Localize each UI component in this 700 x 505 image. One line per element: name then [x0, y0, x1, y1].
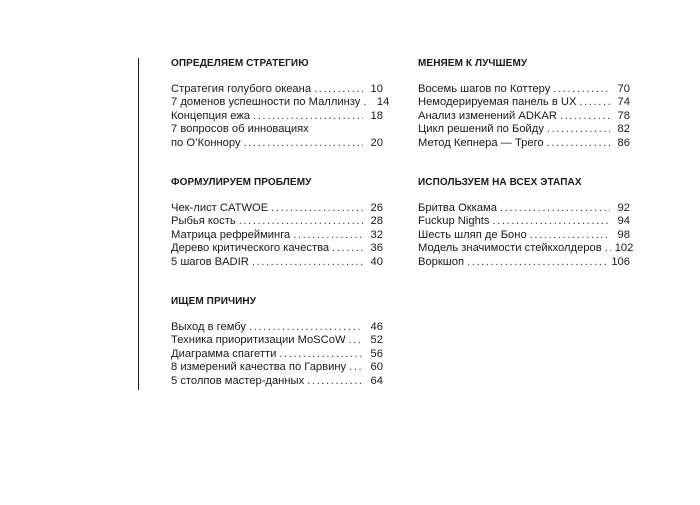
toc-entry[interactable]: [418, 215, 630, 228]
toc-entry[interactable]: [171, 110, 383, 123]
page-number: 74: [617, 96, 630, 109]
entry-title: Восемь шагов по Коттеру: [418, 83, 551, 95]
entry-title: 8 измерений качества по Гарвину: [171, 361, 347, 374]
page-number: 56: [370, 347, 383, 360]
dot-leader: [332, 242, 363, 255]
toc-section-cause: [171, 296, 383, 388]
toc-entry[interactable]: [171, 361, 383, 374]
dot-leader: [253, 110, 363, 123]
toc-entry[interactable]: [171, 123, 383, 150]
dot-leader: [244, 137, 363, 150]
toc-entry[interactable]: [171, 242, 383, 255]
page-number: 70: [617, 83, 630, 95]
entry-title: Анализ изменений ADKAR: [418, 109, 557, 122]
toc-section-strategy: [171, 58, 390, 150]
page-number: 20: [370, 136, 383, 149]
toc-entry[interactable]: [171, 375, 383, 388]
entry-title: Стратегия голубого океана: [171, 83, 312, 95]
entry-title: Чек-лист CATWOE: [171, 202, 269, 215]
dot-leader: [500, 202, 610, 215]
dot-leader: [467, 256, 607, 269]
dot-leader: [547, 137, 610, 150]
toc-entries: [418, 83, 630, 150]
entry-title: Техника приоритизации MoSCoW: [171, 334, 346, 347]
entry-title: Диаграмма спагетти: [171, 347, 277, 360]
page-number: 26: [370, 202, 383, 215]
entry-title: Концепция ежа: [171, 109, 251, 122]
toc-left-column: [171, 58, 390, 388]
toc-entry[interactable]: [171, 215, 383, 228]
dot-leader: [307, 375, 363, 388]
dot-leader: [530, 229, 610, 242]
dot-leader: [579, 96, 610, 109]
dot-leader: [252, 256, 363, 269]
vertical-rule: [138, 58, 139, 390]
entry-title: Немодерируемая панель в UX: [418, 96, 577, 109]
toc-entry[interactable]: [418, 123, 630, 136]
entry-title: Матрица рефрейминга: [171, 228, 291, 241]
page-number: 32: [370, 228, 383, 241]
entry-title: Модель значимости стейкхолдеров: [418, 242, 602, 255]
page-number: 82: [617, 123, 630, 136]
toc-section-problem: [171, 177, 383, 269]
toc-entry[interactable]: [418, 96, 630, 109]
page-number: 18: [370, 109, 383, 122]
entry-title: Fuckup Nights: [418, 215, 490, 228]
page-number: 60: [370, 361, 383, 374]
page-number: 92: [617, 202, 630, 215]
toc-entry[interactable]: [171, 321, 383, 334]
toc-entry[interactable]: [418, 242, 634, 255]
toc-entry[interactable]: [171, 256, 383, 269]
section-title: ИСПОЛЬЗУЕМ НА ВСЕХ ЭТАПАХ: [418, 177, 582, 189]
toc-section-all-stages: [418, 177, 634, 269]
page-number: 52: [370, 334, 383, 347]
dot-leader: [279, 348, 363, 361]
page-number: 40: [370, 255, 383, 268]
page-number: 98: [617, 228, 630, 241]
dot-leader: [560, 110, 610, 123]
section-title: ОПРЕДЕЛЯЕМ СТРАТЕГИЮ: [171, 58, 309, 69]
toc-entry[interactable]: [171, 334, 383, 347]
entry-title: Бритва Оккама: [418, 202, 497, 215]
toc-entries: [171, 83, 390, 150]
toc-entry[interactable]: [418, 229, 630, 242]
toc-entries: [171, 321, 383, 388]
toc-entry[interactable]: [171, 348, 383, 361]
dot-leader: [493, 215, 610, 228]
toc-entry[interactable]: [418, 202, 630, 215]
toc-entry[interactable]: [418, 83, 630, 96]
entry-title: Воркшоп: [418, 255, 465, 268]
entry-title: 5 столпов мастер-данных: [171, 374, 305, 387]
toc-entry[interactable]: [171, 229, 383, 242]
dot-leader: [605, 242, 611, 255]
entry-title-line1: 7 вопросов об инновациях: [171, 123, 309, 136]
toc-entry[interactable]: [418, 137, 630, 150]
page-number: 106: [611, 255, 630, 268]
entry-title: Метод Кепнера — Трего: [418, 136, 544, 149]
dot-leader: [239, 215, 363, 228]
toc-entry[interactable]: [171, 83, 383, 96]
dot-leader: [249, 321, 363, 334]
page-number: 78: [617, 109, 630, 122]
toc-entry[interactable]: [171, 202, 383, 215]
toc-entries: [171, 202, 383, 269]
entry-title: Шесть шляп де Боно: [418, 228, 527, 241]
toc-entry[interactable]: [418, 256, 630, 269]
dot-leader: [293, 229, 363, 242]
page-number: 46: [370, 321, 383, 334]
page-number: 14: [376, 96, 390, 109]
dot-leader: [271, 202, 363, 215]
page-number: 94: [617, 215, 630, 228]
dot-leader: [547, 123, 610, 136]
toc-right-column: [418, 58, 634, 269]
entry-title: Выход в гембу: [171, 321, 247, 334]
section-title: ИЩЕМ ПРИЧИНУ: [171, 296, 257, 308]
entry-title: Дерево критического качества: [171, 242, 330, 255]
dot-leader: [349, 361, 363, 374]
toc-entry[interactable]: [418, 110, 630, 123]
dot-leader: [314, 83, 363, 96]
section-title: МЕНЯЕМ К ЛУЧШЕМУ: [418, 58, 528, 69]
entry-title: по О’Коннору: [171, 136, 241, 149]
page-number: 10: [370, 83, 383, 95]
toc-section-improve: [418, 58, 630, 150]
entry-title: 5 шагов BADIR: [171, 255, 249, 268]
page-number: 86: [617, 136, 630, 149]
page-number: 36: [370, 242, 383, 255]
dot-leader: [349, 334, 364, 347]
dot-leader: [553, 83, 610, 96]
toc-entries: [418, 202, 634, 269]
dot-leader: [363, 96, 369, 109]
entry-title: Цикл решений по Бойду: [418, 123, 544, 136]
entry-title: Рыбья кость: [171, 215, 236, 228]
page-number: 102: [614, 242, 634, 255]
section-title: ФОРМУЛИРУЕМ ПРОБЛЕМУ: [171, 177, 312, 189]
page-number: 28: [370, 215, 383, 228]
page-number: 64: [370, 374, 383, 387]
entry-title: 7 доменов успешности по Маллинзу: [171, 96, 361, 109]
toc-entry[interactable]: [171, 96, 390, 109]
